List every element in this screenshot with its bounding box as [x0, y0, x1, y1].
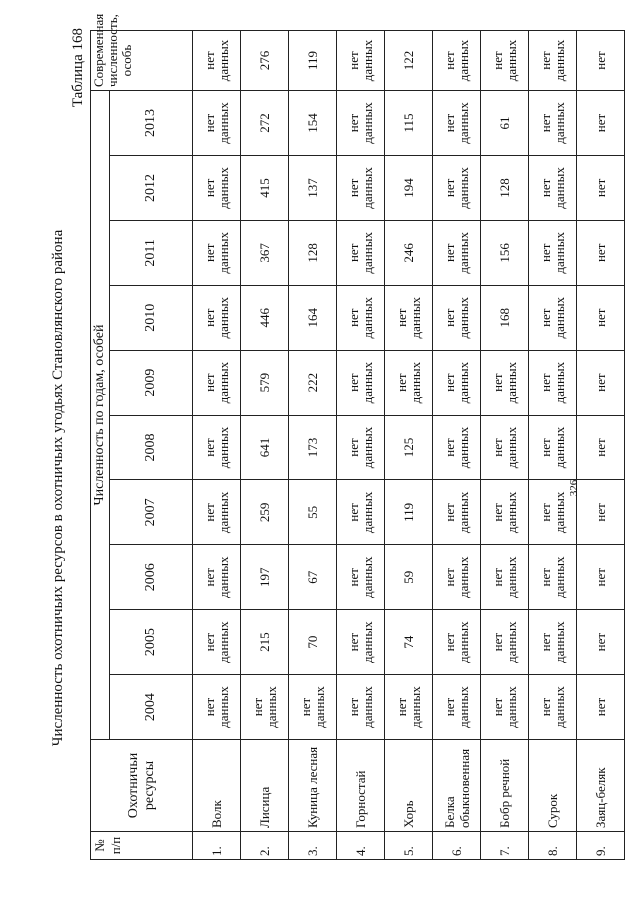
population-value: нет данных	[337, 91, 385, 156]
year-header: 2012	[110, 155, 193, 220]
population-value: 59	[385, 545, 433, 610]
resource-name: Бобр речной	[481, 740, 529, 832]
current-value: нет данных	[337, 31, 385, 91]
row-number: 1.	[193, 832, 241, 860]
population-value: 215	[241, 610, 289, 675]
resource-name: Горностай	[337, 740, 385, 832]
row-number: 4.	[337, 832, 385, 860]
population-value: нет данных	[337, 415, 385, 480]
current-value: 122	[385, 31, 433, 91]
table-body	[193, 31, 625, 860]
population-value: нет	[577, 480, 625, 545]
population-value: нет данных	[433, 610, 481, 675]
population-value: 115	[385, 91, 433, 156]
year-header-row	[110, 31, 193, 860]
table-row	[481, 31, 529, 860]
population-value: нет данных	[481, 545, 529, 610]
year-header: 2006	[110, 545, 193, 610]
population-value: нет	[577, 675, 625, 740]
row-number: 8.	[529, 832, 577, 860]
year-header: 2011	[110, 220, 193, 285]
current-value: нет данных	[193, 31, 241, 91]
population-value: нет данных	[193, 220, 241, 285]
population-value: нет данных	[433, 675, 481, 740]
population-value: нет данных	[433, 285, 481, 350]
population-value: 194	[385, 155, 433, 220]
population-value: нет данных	[337, 155, 385, 220]
row-number: 6.	[433, 832, 481, 860]
table-row	[385, 31, 433, 860]
population-value: 154	[289, 91, 337, 156]
row-number: 2.	[241, 832, 289, 860]
population-value: 222	[289, 350, 337, 415]
header-current: Современная численность, особь	[91, 31, 193, 91]
population-value: нет данных	[529, 285, 577, 350]
row-number: 7.	[481, 832, 529, 860]
population-value: 156	[481, 220, 529, 285]
population-value: нет данных	[193, 285, 241, 350]
population-value: нет данных	[193, 610, 241, 675]
population-value: нет данных	[433, 155, 481, 220]
population-value: нет данных	[433, 350, 481, 415]
population-value: нет	[577, 350, 625, 415]
year-header: 2004	[110, 675, 193, 740]
population-value: 128	[289, 220, 337, 285]
table-row	[289, 31, 337, 860]
header-number: № п/п	[91, 832, 193, 860]
resource-name: Куница лесная	[289, 740, 337, 832]
population-value: нет данных	[529, 545, 577, 610]
population-value: нет	[577, 91, 625, 156]
population-value: нет данных	[433, 415, 481, 480]
year-header: 2005	[110, 610, 193, 675]
row-number: 3.	[289, 832, 337, 860]
population-value: нет данных	[193, 415, 241, 480]
population-value: нет данных	[433, 480, 481, 545]
population-value: нет данных	[433, 545, 481, 610]
population-value: нет данных	[529, 350, 577, 415]
year-header: 2010	[110, 285, 193, 350]
table-row	[193, 31, 241, 860]
population-value: нет	[577, 545, 625, 610]
header-row	[91, 31, 110, 860]
population-value: 641	[241, 415, 289, 480]
population-value: 197	[241, 545, 289, 610]
population-value: нет данных	[433, 220, 481, 285]
resource-name: Белка обыкновенная	[433, 740, 481, 832]
current-value: нет данных	[481, 31, 529, 91]
population-value: 128	[481, 155, 529, 220]
population-value: нет	[577, 155, 625, 220]
population-value: нет	[577, 220, 625, 285]
population-value: нет данных	[385, 675, 433, 740]
population-value: нет данных	[193, 91, 241, 156]
population-value: 579	[241, 350, 289, 415]
resource-name: Заяц-беляк	[577, 740, 625, 832]
population-value: нет	[577, 285, 625, 350]
population-value: 125	[385, 415, 433, 480]
document-title: Численность охотничьих ресурсов в охотничьих угодьях Становлянского района	[50, 229, 66, 747]
population-value: нет данных	[385, 350, 433, 415]
year-header: 2008	[110, 415, 193, 480]
table-row	[433, 31, 481, 860]
population-value: нет данных	[337, 675, 385, 740]
population-value: 55	[289, 480, 337, 545]
population-value: нет данных	[193, 155, 241, 220]
row-number: 9.	[577, 832, 625, 860]
population-value: нет данных	[337, 350, 385, 415]
current-value: нет	[577, 31, 625, 91]
year-header: 2013	[110, 91, 193, 156]
population-value: нет данных	[481, 610, 529, 675]
population-value: нет данных	[529, 415, 577, 480]
resource-name: Лисица	[241, 740, 289, 832]
population-value: 61	[481, 91, 529, 156]
current-value: 276	[241, 31, 289, 91]
population-value: нет данных	[193, 675, 241, 740]
population-value: нет данных	[529, 155, 577, 220]
population-value: 272	[241, 91, 289, 156]
population-value: 67	[289, 545, 337, 610]
population-value: нет данных	[529, 675, 577, 740]
population-value: нет данных	[529, 220, 577, 285]
page-number: 326	[568, 479, 580, 497]
table-caption: Таблица 168	[70, 28, 86, 108]
resource-name: Волк	[193, 740, 241, 832]
row-number: 5.	[385, 832, 433, 860]
population-value: нет данных	[481, 415, 529, 480]
population-value: 367	[241, 220, 289, 285]
population-value: 259	[241, 480, 289, 545]
population-value: нет данных	[193, 545, 241, 610]
population-value: нет данных	[289, 675, 337, 740]
population-value: нет	[577, 415, 625, 480]
population-value: нет данных	[337, 480, 385, 545]
header-resource: Охотничьи ресурсы	[91, 740, 193, 832]
population-value: нет данных	[481, 480, 529, 545]
population-value: нет	[577, 610, 625, 675]
year-header: 2007	[110, 480, 193, 545]
population-value: нет данных	[529, 480, 577, 545]
table-row	[337, 31, 385, 860]
population-value: 137	[289, 155, 337, 220]
population-value: 246	[385, 220, 433, 285]
year-header: 2009	[110, 350, 193, 415]
rotated-page	[40, 13, 608, 868]
resource-name: Сурок	[529, 740, 577, 832]
population-value: 164	[289, 285, 337, 350]
population-table	[90, 13, 625, 860]
current-value: 119	[289, 31, 337, 91]
population-value: 168	[481, 285, 529, 350]
current-value: нет данных	[433, 31, 481, 91]
table-row	[577, 31, 625, 860]
population-value: нет данных	[529, 610, 577, 675]
population-value: нет данных	[385, 285, 433, 350]
table-row	[241, 31, 289, 860]
population-value: нет данных	[337, 545, 385, 610]
population-value: 173	[289, 415, 337, 480]
population-value: нет данных	[337, 220, 385, 285]
current-value: нет данных	[529, 31, 577, 91]
population-value: нет данных	[337, 285, 385, 350]
population-value: 119	[385, 480, 433, 545]
population-value: нет данных	[433, 91, 481, 156]
population-value: 415	[241, 155, 289, 220]
population-value: нет данных	[529, 91, 577, 156]
population-value: нет данных	[481, 350, 529, 415]
population-value: 70	[289, 610, 337, 675]
population-value: 446	[241, 285, 289, 350]
population-value: нет данных	[193, 350, 241, 415]
resource-name: Хорь	[385, 740, 433, 832]
population-value: 74	[385, 610, 433, 675]
population-value: нет данных	[481, 675, 529, 740]
header-years-group: Численность по годам, особей	[91, 91, 110, 740]
population-value: нет данных	[193, 480, 241, 545]
population-value: нет данных	[337, 610, 385, 675]
population-value: нет данных	[241, 675, 289, 740]
